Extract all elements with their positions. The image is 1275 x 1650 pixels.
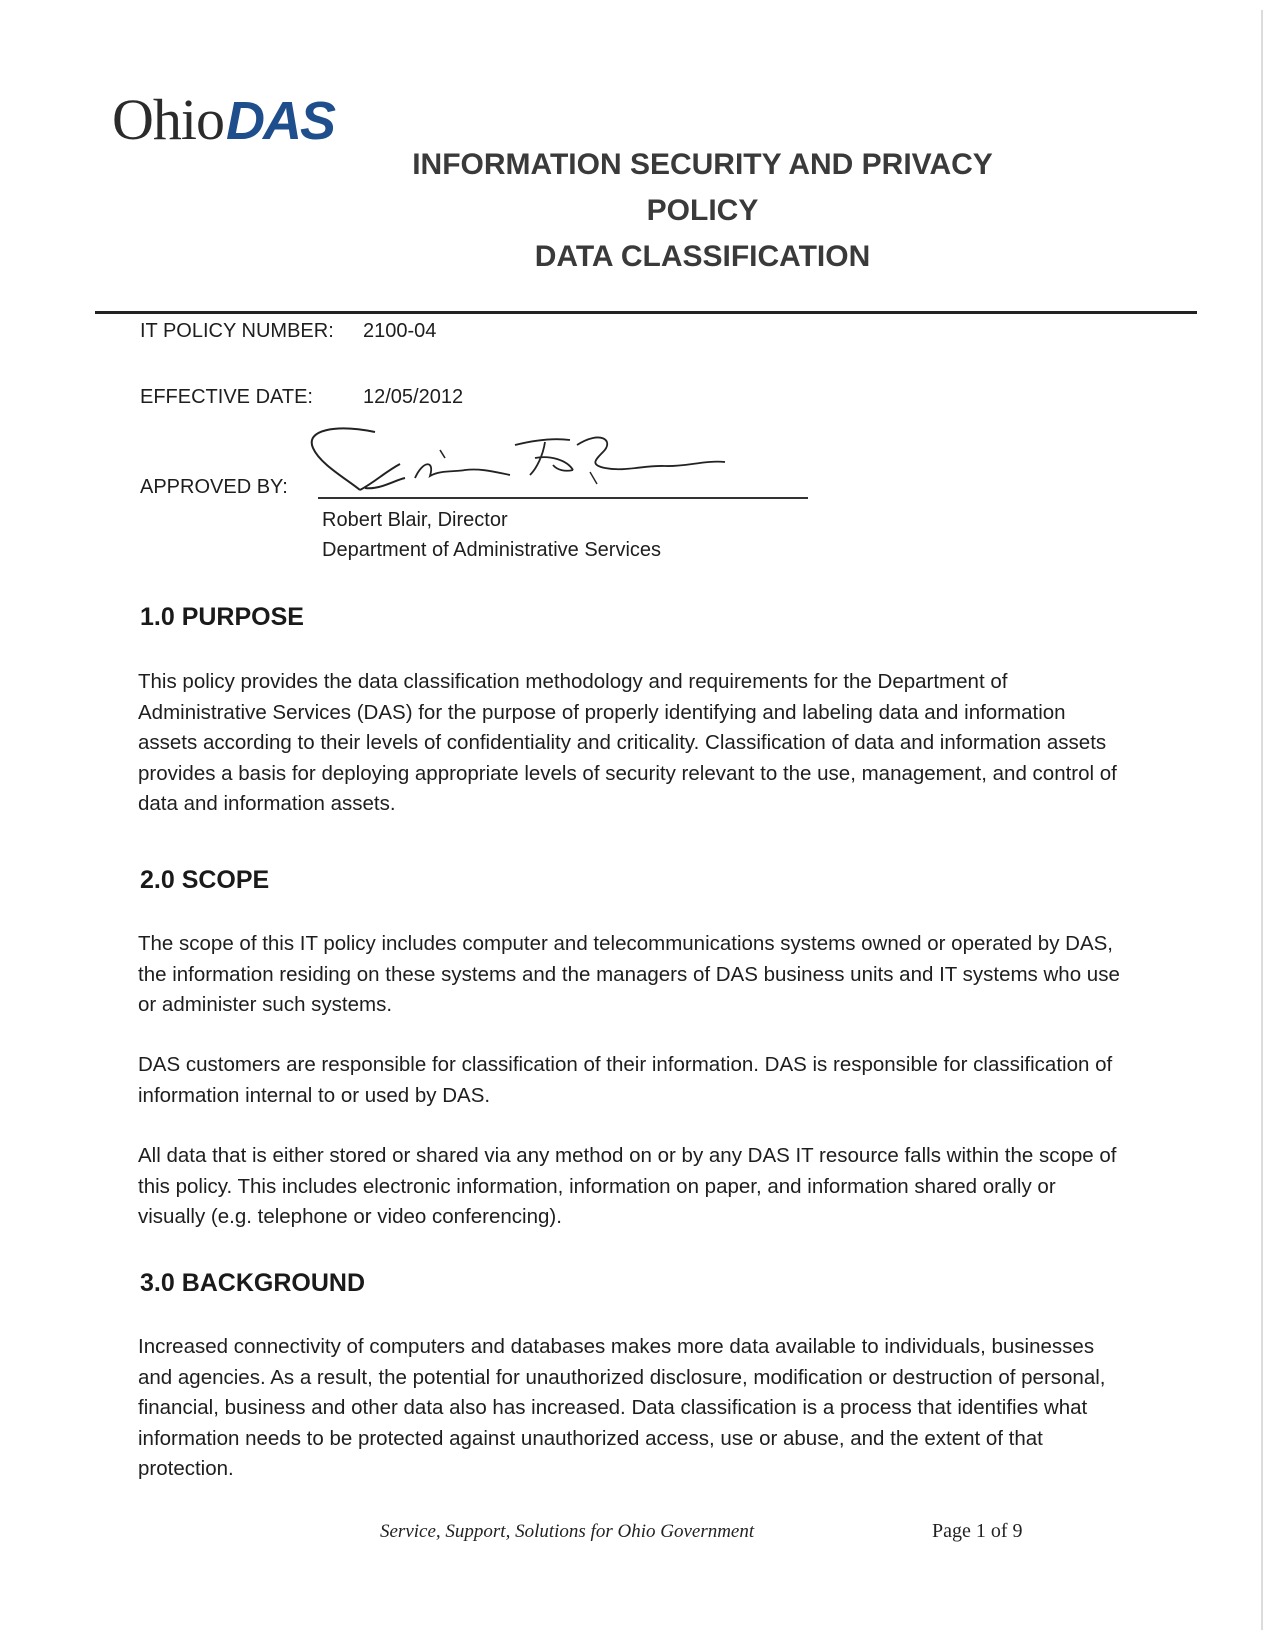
effective-date-label: EFFECTIVE DATE:: [140, 386, 313, 408]
title-line-1: INFORMATION SECURITY AND PRIVACY: [412, 148, 993, 181]
approver-name: Robert Blair, Director: [322, 509, 508, 531]
scope-paragraph-3: All data that is either stored or shared via any method on or by any DAS IT resource falls within the scope of this policy. This includes electronic information, information on paper, and information shared orally or visually (e.g. telephone or video conferencing).: [138, 1144, 1117, 1228]
approver-department: Department of Administrative Services: [322, 539, 662, 561]
background-paragraph: Increased connectivity of computers and databases makes more data available to individuals, businesses and agencies. As a result, the potential for unauthorized disclosure, modification or destruction of personal, financial, business and other data also has increased. Data classification is a process that identifies what information needs to be protected against unauthorized access, use or abuse, and the extent of that protection.: [138, 1335, 1106, 1480]
title-line-2: POLICY: [646, 194, 759, 227]
scope-paragraph-2: DAS customers are responsible for classification of their information. DAS is responsible for classification of information internal to or used by DAS.: [138, 1053, 1113, 1107]
approver-block: [322, 505, 661, 565]
director-signature: [305, 420, 765, 505]
logo-das-text: DAS: [226, 91, 335, 151]
approved-by-label: APPROVED BY:: [140, 476, 288, 498]
purpose-paragraph: This policy provides the data classification methodology and requirements for the Department of Administrative Services (DAS) for the purpose of properly identifying and labeling data and information assets according to their levels of confidentiality and criticality. Classification of data and information assets provides a basis for deploying appropriate levels of security relevant to the use, management, and control of data and information assets.: [138, 670, 1117, 815]
title-line-3: DATA CLASSIFICATION: [534, 240, 871, 273]
header-divider: [95, 311, 1197, 314]
section-heading-purpose: 1.0 PURPOSE: [140, 603, 304, 631]
section-heading-background: 3.0 BACKGROUND: [140, 1269, 366, 1297]
footer-tagline: Service, Support, Solutions for Ohio Government: [380, 1521, 755, 1542]
effective-date-value: 12/05/2012: [363, 386, 464, 408]
signature-line: [318, 497, 808, 499]
footer-page-number: Page 1 of 9: [932, 1520, 1023, 1542]
document-title: [340, 142, 1065, 280]
ohio-das-logo: [112, 86, 334, 156]
policy-number-value: 2100-04: [363, 320, 437, 342]
page-edge-shadow: [1261, 10, 1263, 1630]
policy-number-label: IT POLICY NUMBER:: [140, 320, 334, 342]
section-heading-scope: 2.0 SCOPE: [140, 866, 270, 894]
scope-paragraph-1: The scope of this IT policy includes computer and telecommunications systems owned or operated by DAS, the information residing on these systems and the managers of DAS business units and IT systems who use or administer such systems.: [138, 932, 1120, 1016]
logo-ohio-text: Ohio: [112, 87, 224, 152]
